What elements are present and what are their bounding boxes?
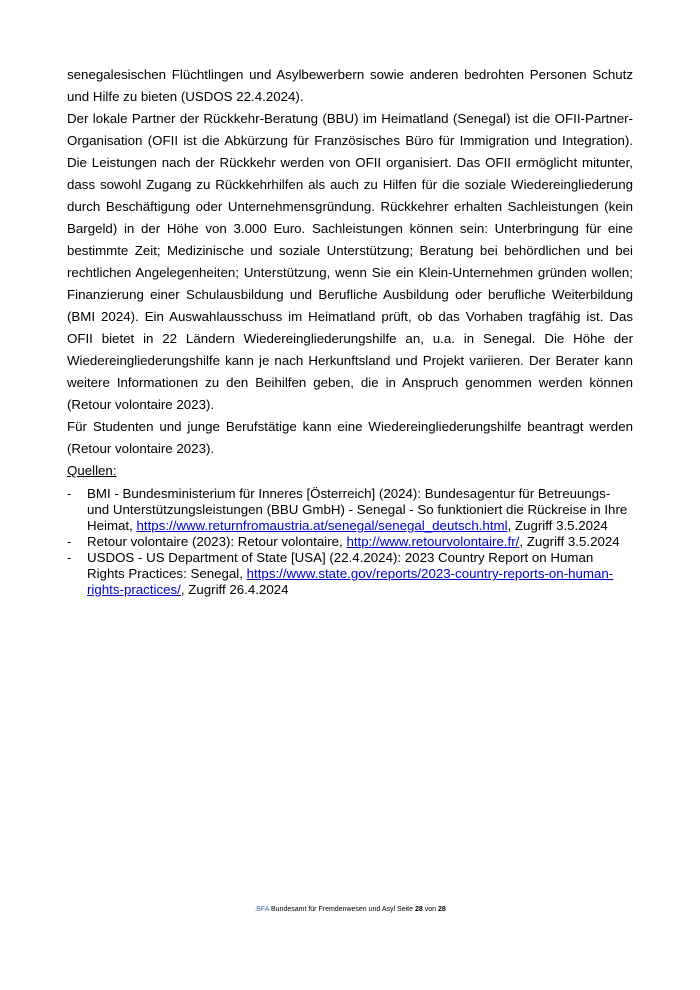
source-access-date: , Zugriff 26.4.2024 — [180, 582, 289, 597]
footer-of: von — [422, 906, 438, 913]
sources-list — [67, 486, 633, 598]
page-number: 28 — [414, 906, 423, 913]
source-access-date: , Zugriff 3.5.2024 — [507, 518, 608, 533]
paragraph: Für Studenten und junge Berufstätige kann eine Wiedereingliederungshilfe beantragt werden (Retour volontaire 2023). — [67, 419, 633, 456]
source-item — [67, 550, 633, 598]
source-item — [67, 486, 633, 534]
source-link[interactable]: https://www.returnfromaustria.at/senegal/senegal_deutsch.html — [136, 518, 508, 533]
document-body — [67, 64, 633, 598]
source-link[interactable]: http://www.retourvolontaire.fr/ — [346, 534, 520, 549]
source-text: Retour volontaire (2023): Retour volontaire, — [87, 534, 347, 549]
source-text: BMI - Bundesministerium für Inneres [Österreich] (2024): Bundesagentur für Betreuungs- und Unterstützungsleistungen (BBU GmbH) - Senegal - So funktioniert die Rückreise in Ihre Heimat, — [87, 486, 628, 533]
page-total: 28 — [437, 906, 446, 913]
source-text: USDOS - US Department of State [USA] (22.4.2024): 2023 Country Report on Human Rights Practices: Senegal, — [87, 550, 594, 581]
source-item — [67, 534, 633, 550]
page-footer — [0, 906, 700, 913]
sources-heading: Quellen: — [67, 463, 117, 478]
paragraph: Der lokale Partner der Rückkehr-Beratung (BBU) im Heimatland (Senegal) ist die OFII-Partner-Organisation (OFII ist die Abkürzung für Französisches Büro für Immigration und Integration). Die Leistungen nach der Rückkehr werden von OFII organisiert. Das OFII ermöglicht mitunter, dass sowohl Zugang zu Rückkehrhilfen als auch zu Hilfen für die soziale Wiedereingliederung durch Beschäftigung oder Unternehmensgründung. Rückkehrer erhalten Sachleistungen (kein Bargeld) in der Höhe von 3.000 Euro. Sachleistungen können sein: Unterbringung für eine bestimmte Zeit; Medizinische und soziale Unterstützung; Beratung bei behördlichen und bei rechtlichen Angelegenheiten; Unterstützung, wenn Sie ein Klein-Unternehmen gründen wollen; Finanzierung einer Schulausbildung und Berufliche Ausbildung oder berufliche Weiterbildung (BMI 2024). Ein Auswahlausschuss im Heimatland prüft, ob das Vorhaben tragfähig ist. Das OFII bietet in 22 Ländern Wiedereingliederungshilfe an, u.a. in Senegal. Die Höhe der Wiedereingliederungshilfe kann je nach Herkunftsland und Projekt variieren. Der Berater kann weitere Informationen zu den Beihilfen geben, die in Anspruch genommen werden können (Retour volontaire 2023). — [67, 111, 633, 412]
bullet-dash: - — [67, 550, 72, 565]
paragraph: senegalesischen Flüchtlingen und Asylbewerbern sowie anderen bedrohten Personen Schutz und Hilfe zu bieten (USDOS 22.4.2024). — [67, 67, 633, 104]
bullet-dash: - — [67, 486, 72, 501]
source-access-date: , Zugriff 3.5.2024 — [519, 534, 620, 549]
source-link[interactable]: https://www.state.gov/reports/2023-country-reports-on-human-rights-practices/ — [87, 566, 614, 597]
bullet-dash: - — [67, 534, 72, 549]
footer-text: Bundesamt für Fremdenwesen und Asyl Seite — [269, 906, 415, 913]
bfa-logo: .BFA — [254, 906, 270, 913]
